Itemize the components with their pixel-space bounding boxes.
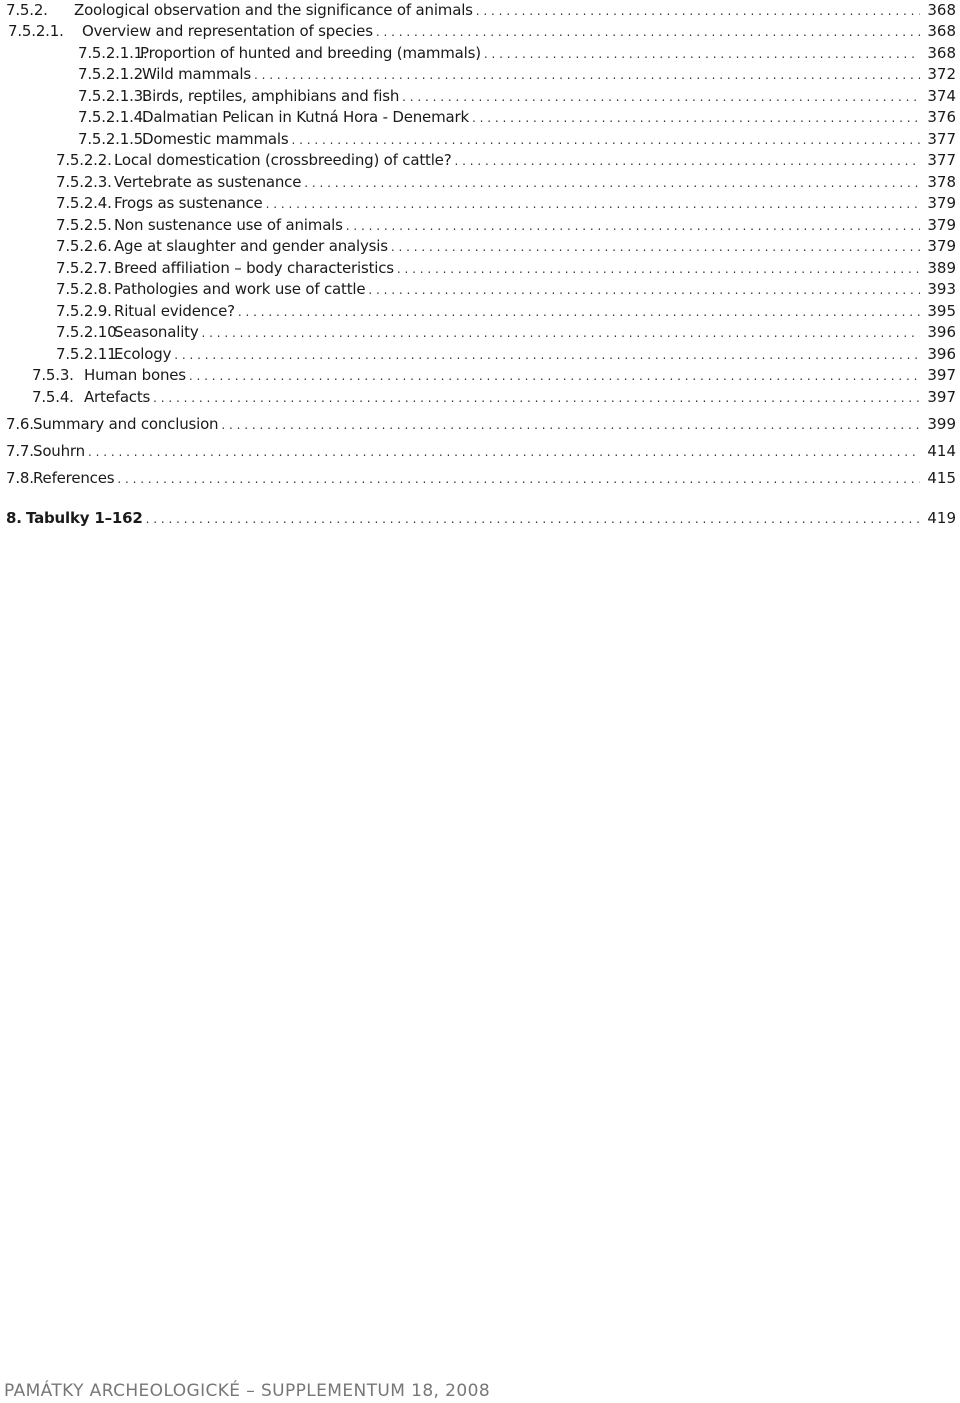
toc-entry-page: 379 — [927, 194, 956, 212]
toc-entry[interactable] — [6, 441, 956, 461]
dot-leader — [402, 88, 920, 106]
dot-leader — [376, 23, 920, 41]
toc-entry[interactable] — [6, 414, 956, 434]
toc-entry-page: 397 — [927, 366, 956, 384]
toc-entry-number: 7.5.2. — [6, 1, 48, 19]
dot-leader — [117, 470, 920, 488]
toc-entry-title: Domestic mammals — [142, 130, 289, 148]
toc-entry-title: Proportion of hunted and breeding (mammals) — [140, 44, 481, 62]
toc-entry-title: Seasonality — [114, 323, 199, 341]
dot-leader — [266, 195, 920, 213]
toc-entry-page: 397 — [927, 388, 956, 406]
dot-leader — [202, 324, 920, 342]
toc-entry[interactable] — [6, 215, 956, 235]
toc-entry-page: 419 — [927, 509, 956, 527]
toc-entry-number: 7.8. — [6, 469, 34, 487]
toc-entry-page: 378 — [927, 173, 956, 191]
toc-entry-page: 379 — [927, 216, 956, 234]
toc-entry-number: 7.6. — [6, 415, 34, 433]
toc-entry-title: Overview and representation of species — [82, 22, 373, 40]
toc-entry-page: 389 — [927, 259, 956, 277]
dot-leader — [472, 109, 920, 127]
page-footer: PAMÁTKY ARCHEOLOGICKÉ – SUPPLEMENTUM 18, 2008 — [4, 1381, 491, 1401]
dot-leader — [397, 260, 920, 278]
toc-entry-page: 368 — [927, 44, 956, 62]
toc-entry-number: 7.5.2.10. — [56, 323, 121, 341]
toc-entry-number: 7.5.4. — [32, 388, 74, 406]
toc-entry-number: 7.5.2.11. — [56, 345, 121, 363]
dot-leader — [146, 510, 920, 528]
dot-leader — [153, 389, 920, 407]
toc-entry-number: 7.5.2.3. — [56, 173, 112, 191]
toc-entry-title: Age at slaughter and gender analysis — [114, 237, 388, 255]
toc-entry-number: 7.5.2.1.5. — [78, 130, 148, 148]
toc-entry-title: References — [33, 469, 115, 487]
dot-leader — [484, 45, 920, 63]
toc-entry-number: 7.5.2.9. — [56, 302, 112, 320]
toc-entry[interactable] — [6, 21, 956, 41]
toc-entry[interactable] — [6, 107, 956, 127]
toc-entry-title: Birds, reptiles, amphibians and fish — [142, 87, 400, 105]
toc-entry[interactable] — [6, 64, 956, 84]
toc-entry-title: Artefacts — [84, 388, 151, 406]
dot-leader — [88, 443, 920, 461]
toc-entry-number: 7.5.2.7. — [56, 259, 112, 277]
toc-entry-number: 7.5.2.2. — [56, 151, 112, 169]
dot-leader — [391, 238, 920, 256]
toc-entry-number: 7.5.2.1. — [8, 22, 64, 40]
dot-leader — [304, 174, 920, 192]
toc-entry-title: Local domestication (crossbreeding) of cattle? — [114, 151, 452, 169]
toc-entry-number: 7.5.2.5. — [56, 216, 112, 234]
toc-entry-number: 7.7. — [6, 442, 34, 460]
toc-entry-page: 368 — [927, 1, 956, 19]
toc-entry[interactable] — [6, 365, 956, 385]
toc-entry-number: 7.5.2.1.4. — [78, 108, 148, 126]
toc-entry[interactable] — [6, 236, 956, 256]
toc-entry-page: 368 — [927, 22, 956, 40]
toc-entry-title: Breed affiliation – body characteristics — [114, 259, 394, 277]
toc-entry-page: 379 — [927, 237, 956, 255]
toc-entry-title: Human bones — [84, 366, 186, 384]
toc-entry-page: 396 — [927, 323, 956, 341]
toc-entry-title: Non sustenance use of animals — [114, 216, 343, 234]
toc-entry-title: Souhrn — [33, 442, 85, 460]
dot-leader — [476, 2, 920, 20]
toc-entry-number: 7.5.2.6. — [56, 237, 112, 255]
toc-entry-title: Ecology — [114, 345, 172, 363]
toc-entry-page: 377 — [927, 130, 956, 148]
dot-leader — [238, 303, 920, 321]
toc-entry[interactable] — [6, 279, 956, 299]
toc-entry[interactable] — [6, 344, 956, 364]
toc-entry-title: Ritual evidence? — [114, 302, 235, 320]
toc-entry[interactable] — [6, 86, 956, 106]
toc-entry-number: 7.5.2.1.1. — [78, 44, 148, 62]
toc-entry[interactable] — [6, 150, 956, 170]
toc-entry-page: 415 — [927, 469, 956, 487]
toc-entry[interactable] — [6, 258, 956, 278]
toc-entry-page: 396 — [927, 345, 956, 363]
toc-entry[interactable] — [6, 129, 956, 149]
toc-entry-number: 7.5.2.8. — [56, 280, 112, 298]
toc-entry[interactable] — [6, 468, 956, 488]
toc-entry-number: 7.5.2.4. — [56, 194, 112, 212]
toc-entry-page: 377 — [927, 151, 956, 169]
toc-entry-title: Zoological observation and the significance of animals — [74, 1, 473, 19]
dot-leader — [291, 131, 920, 149]
dot-leader — [189, 367, 920, 385]
toc-entry-number: 7.5.3. — [32, 366, 74, 384]
toc-entry-title: Pathologies and work use of cattle — [114, 280, 366, 298]
dot-leader — [174, 346, 920, 364]
toc-entry-page: 393 — [927, 280, 956, 298]
toc-entry-title: Wild mammals — [142, 65, 251, 83]
toc-entry[interactable] — [6, 193, 956, 213]
toc-entry-title: Dalmatian Pelican in Kutná Hora - Denemark — [142, 108, 469, 126]
toc-entry-number: 7.5.2.1.3. — [78, 87, 148, 105]
dot-leader — [254, 66, 920, 84]
toc-entry-title: Tabulky 1–162 — [26, 509, 143, 527]
toc-entry-number: 8. — [6, 509, 22, 527]
toc-entry[interactable] — [6, 322, 956, 342]
toc-entry[interactable] — [6, 387, 956, 407]
toc-entry-page: 376 — [927, 108, 956, 126]
toc-entry[interactable] — [6, 43, 956, 63]
dot-leader — [454, 152, 920, 170]
toc-entry-page: 399 — [927, 415, 956, 433]
toc-entry-page: 395 — [927, 302, 956, 320]
toc-entry-title: Frogs as sustenance — [114, 194, 263, 212]
dot-leader — [368, 281, 920, 299]
toc-entry-title: Vertebrate as sustenance — [114, 173, 302, 191]
toc-entry[interactable] — [6, 0, 956, 20]
toc-entry[interactable] — [6, 172, 956, 192]
dot-leader — [346, 217, 920, 235]
toc-entry[interactable] — [6, 301, 956, 321]
toc-entry-page: 374 — [927, 87, 956, 105]
dot-leader — [221, 416, 920, 434]
toc-entry-page: 372 — [927, 65, 956, 83]
toc-entry-number: 7.5.2.1.2. — [78, 65, 148, 83]
toc-entry-page: 414 — [927, 442, 956, 460]
toc-entry-title: Summary and conclusion — [33, 415, 219, 433]
toc-entry[interactable] — [6, 508, 956, 528]
